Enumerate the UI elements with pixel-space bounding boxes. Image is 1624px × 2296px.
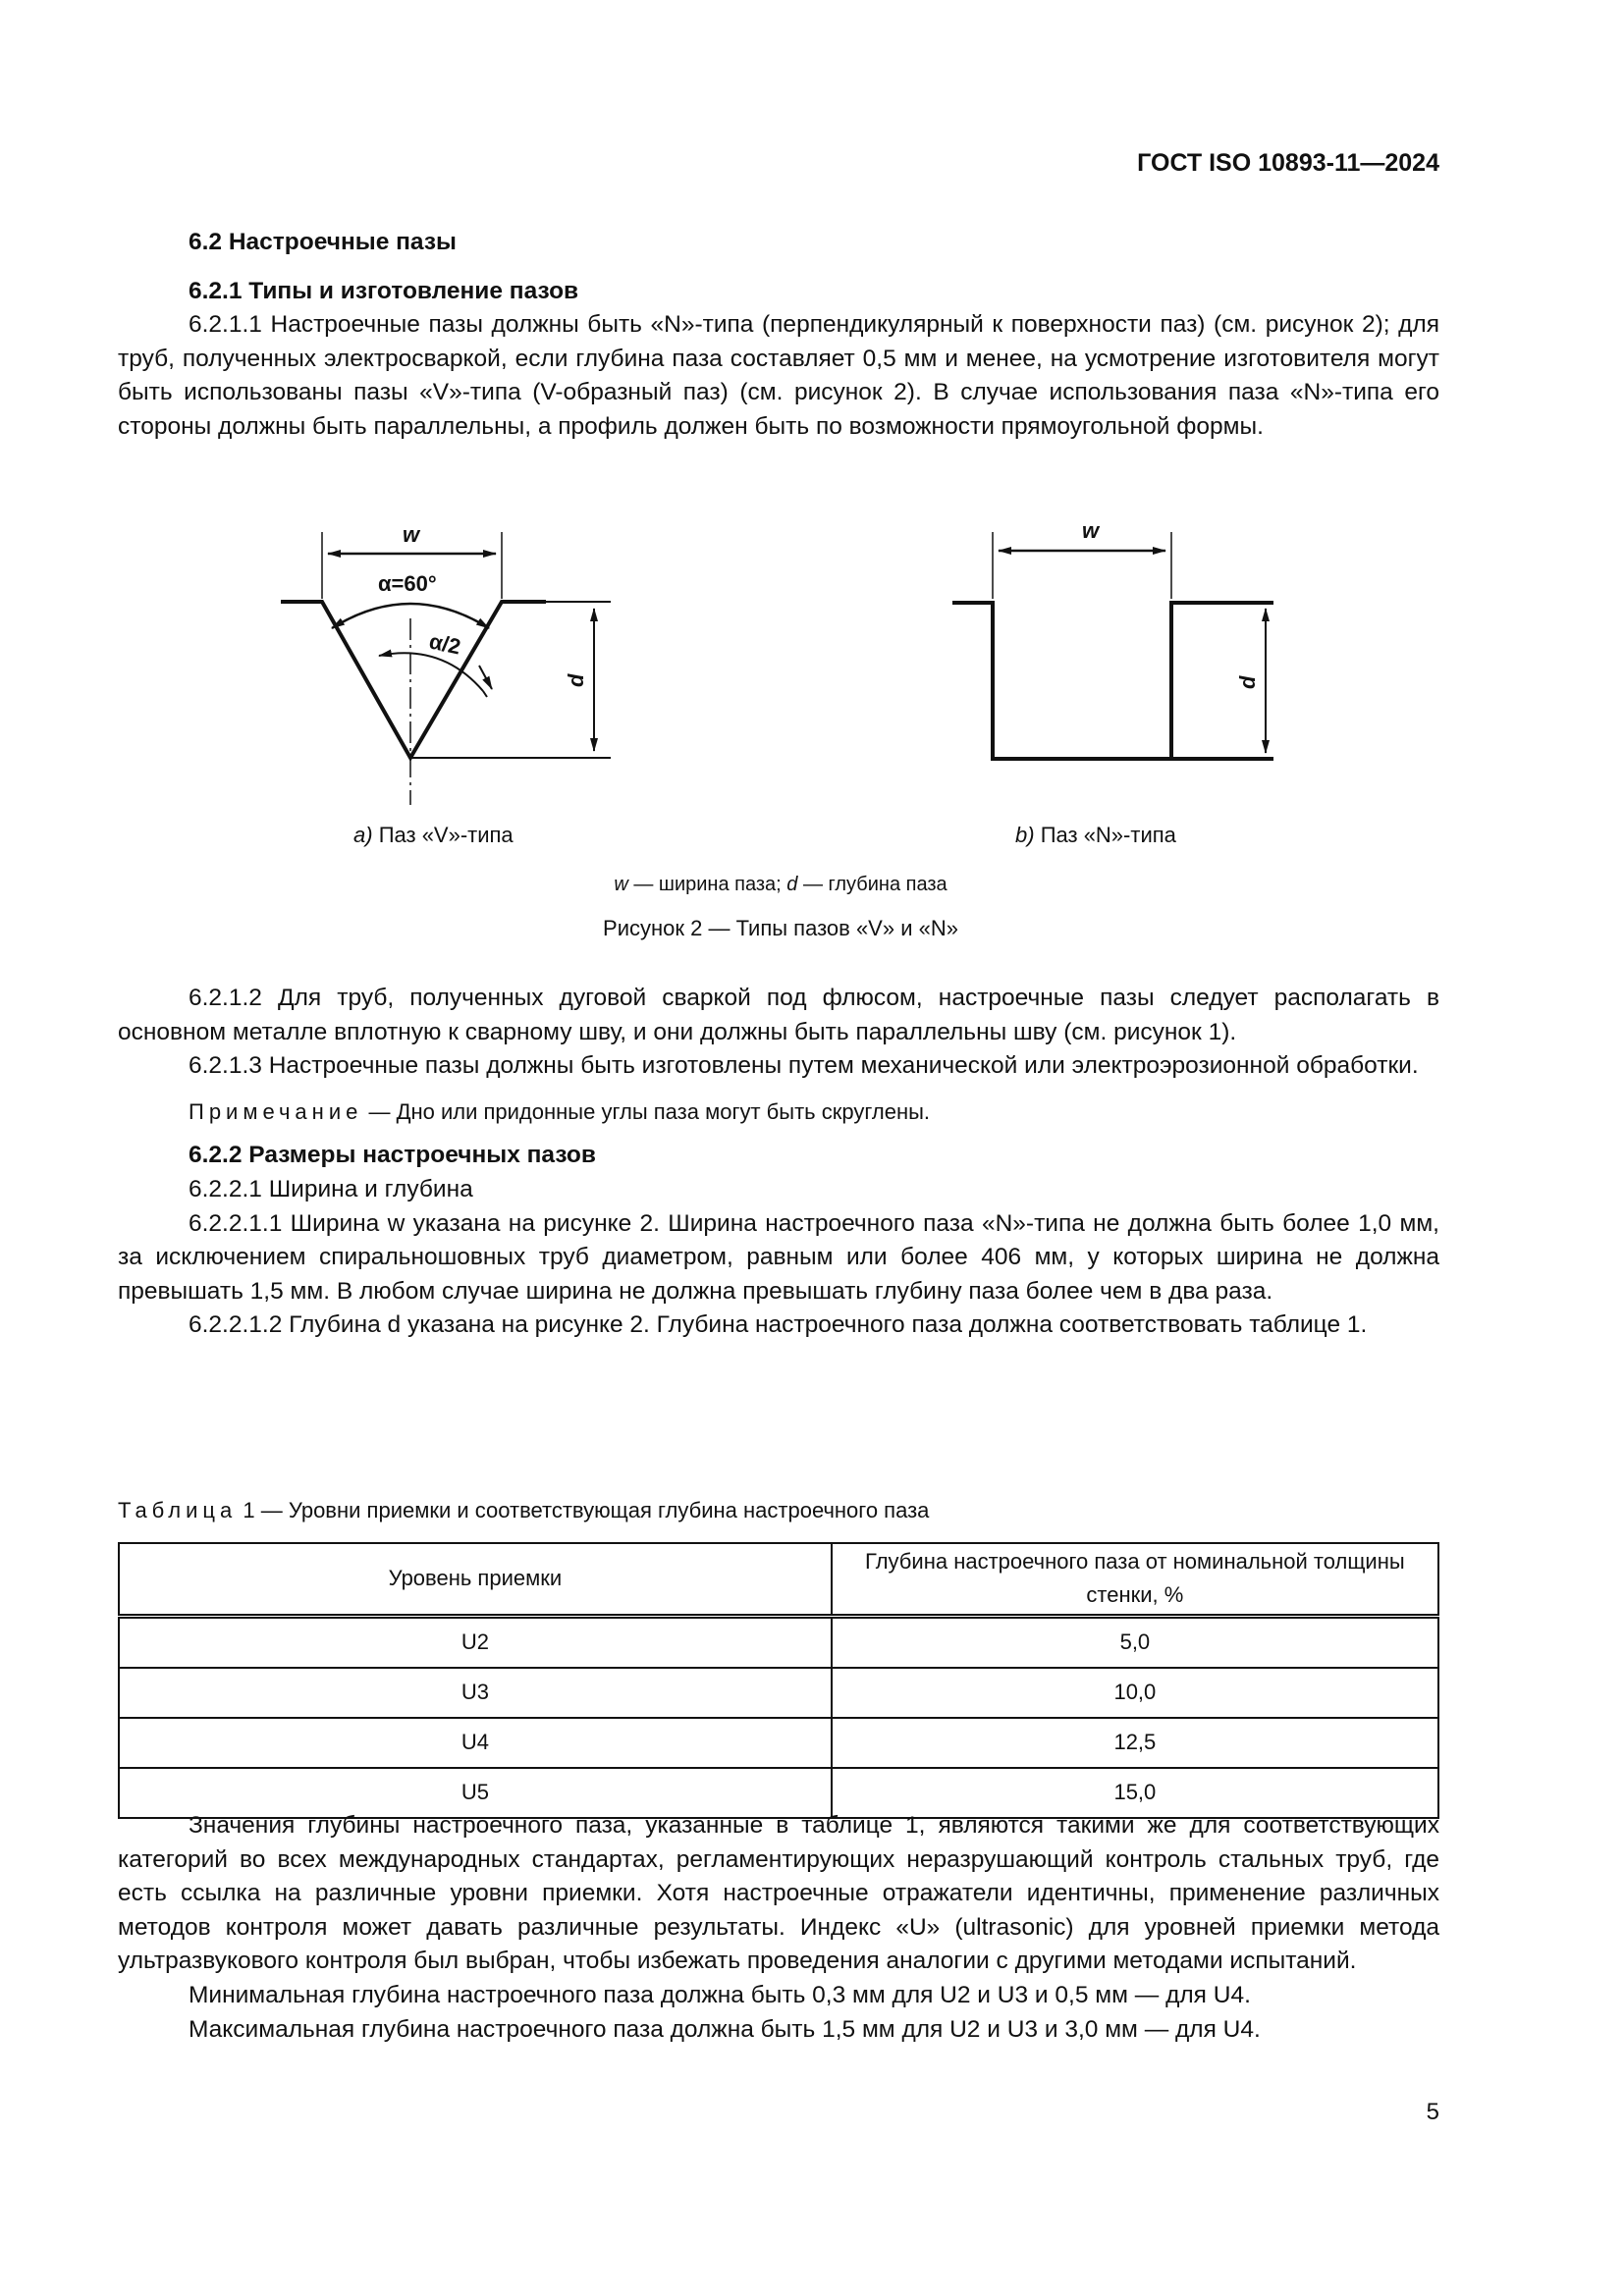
heading-6-2-1: 6.2.1 Типы и изготовление пазов [189,277,579,304]
n-depth-label: d [1235,675,1260,689]
table-row [119,1616,1438,1668]
caption-a-letter: a) [353,823,373,847]
legend-d: d [786,874,798,895]
n-notch-drawing [952,532,1273,759]
note [118,1095,1439,1130]
cell-level: U3 [119,1668,832,1718]
v-half-angle-label: α/2 [426,628,463,660]
heading-6-2-2: 6.2.2 Размеры настроечных пазов [189,1142,596,1169]
legend-d-text: — глубина паза [797,874,947,895]
paragraph-max-depth: Максимальная глубина настроечного паза должна быть 1,5 мм для U2 и U3 и 3,0 мм — для U4. [189,2015,1261,2043]
figure-title: Рисунок 2 — Типы пазов «V» и «N» [603,916,958,940]
v-depth-label: d [564,673,588,687]
caption-a [353,823,514,848]
caption-a-text: Паз «V»-типа [378,823,514,847]
n-width-label: w [1082,518,1100,543]
caption-b-letter: b) [1015,823,1035,847]
table-caption [118,1494,1439,1528]
paragraph-6-2-2-1-2: 6.2.2.1.2 Глубина d указана на рисунке 2. Глубина настроечного паза должна соответствовать таблице 1. [189,1311,1368,1339]
note-label: Примечание [189,1098,363,1124]
document-header: ГОСТ ISO 10893-11—2024 [1137,149,1439,177]
paragraph-6-2-2-1-1: 6.2.2.1.1 Ширина w указана на рисунке 2. Ширина настроечного паза «N»-типа не должна быть более 1,0 мм, за исключением спиральношовных труб диаметром, равным или более 406 мм, у которых ширина не должна превышать 1,5 мм. В любом случае ширина не должна превышать глубину паза более чем в два раза. [118,1209,1439,1305]
caption-b-text: Паз «N»-типа [1040,823,1176,847]
section-after-table [118,1809,1439,2047]
cell-level: U4 [119,1718,832,1768]
v-angle-label: α=60° [378,571,437,596]
cell-level: U5 [119,1768,832,1818]
cell-depth: 5,0 [832,1616,1438,1668]
cell-depth: 15,0 [832,1768,1438,1818]
paragraph-6-2-1-3: 6.2.1.3 Настроечные пазы должны быть изготовлены путем механической или электроэрозионной обработки. [189,1052,1419,1080]
cell-depth: 12,5 [832,1718,1438,1768]
table-row [119,1668,1438,1718]
section-6-2-1-cont [118,982,1439,1343]
note-text: — Дно или придонные углы паза могут быть скруглены. [362,1098,931,1124]
figure-2-drawing [0,0,1624,883]
v-notch-drawing [281,532,611,805]
v-width-label: w [403,522,420,547]
paragraph-6-2-1-1: 6.2.1.1 Настроечные пазы должны быть «N»-типа (перпендикулярный к поверхности паз) (см. рисунок 2); для труб, полученных электросваркой, если глубина паза составляет 0,5 мм и менее, на усмотрение изготовителя могут быть использованы пазы «V»-типа (V-образный паз) (см. рисунок 2). В случае использования паза «N»-типа его стороны должны быть параллельны, а профиль должен быть по возможности прямоугольной формы. [118,311,1439,440]
paragraph-table-note: Значения глубины настроечного паза, указанные в таблице 1, являются такими же для соответствующих категорий во всех международных стандартах, регламентирующих неразрушающий контроль стальных труб, где есть ссылка на различные уровни приемки. Хотя настроечные отражатели идентичны, применение различных методов контроля может давать различные результаты. Индекс «U» (ultrasonic) для уровней приемки метода ультразвукового контроля был выбран, чтобы избежать проведения аналогии с другими методами испытаний. [118,1812,1439,1975]
legend-w: w [614,874,628,895]
heading-6-2: 6.2 Настроечные пазы [189,229,457,255]
column-header: Глубина настроечного паза от номинальной толщины стенки, % [832,1543,1438,1617]
table-label: Таблица [118,1498,238,1522]
cell-depth: 10,0 [832,1668,1438,1718]
caption-b [1015,823,1176,848]
table-header-row [119,1543,1438,1617]
figure-legend [0,874,1561,896]
cell-level: U2 [119,1616,832,1668]
table-row [119,1718,1438,1768]
column-header: Уровень приемки [119,1543,832,1617]
table-1-block [118,1494,1439,1819]
legend-w-text: — ширина паза; [627,874,787,895]
paragraph-min-depth: Минимальная глубина настроечного паза должна быть 0,3 мм для U2 и U3 и 0,5 мм — для U4. [189,1981,1251,2008]
table-1 [118,1542,1439,1819]
heading-6-2-2-1: 6.2.2.1 Ширина и глубина [189,1175,473,1202]
page-number: 5 [1426,2099,1439,2125]
table-caption-text: 1 — Уровни приемки и соответствующая глубина настроечного паза [243,1498,930,1522]
paragraph-6-2-1-2: 6.2.1.2 Для труб, полученных дуговой сваркой под флюсом, настроечные пазы следует располагать в основном металле вплотную к сварному шву, и они должны быть параллельны шву (см. рисунок 1). [118,985,1439,1045]
